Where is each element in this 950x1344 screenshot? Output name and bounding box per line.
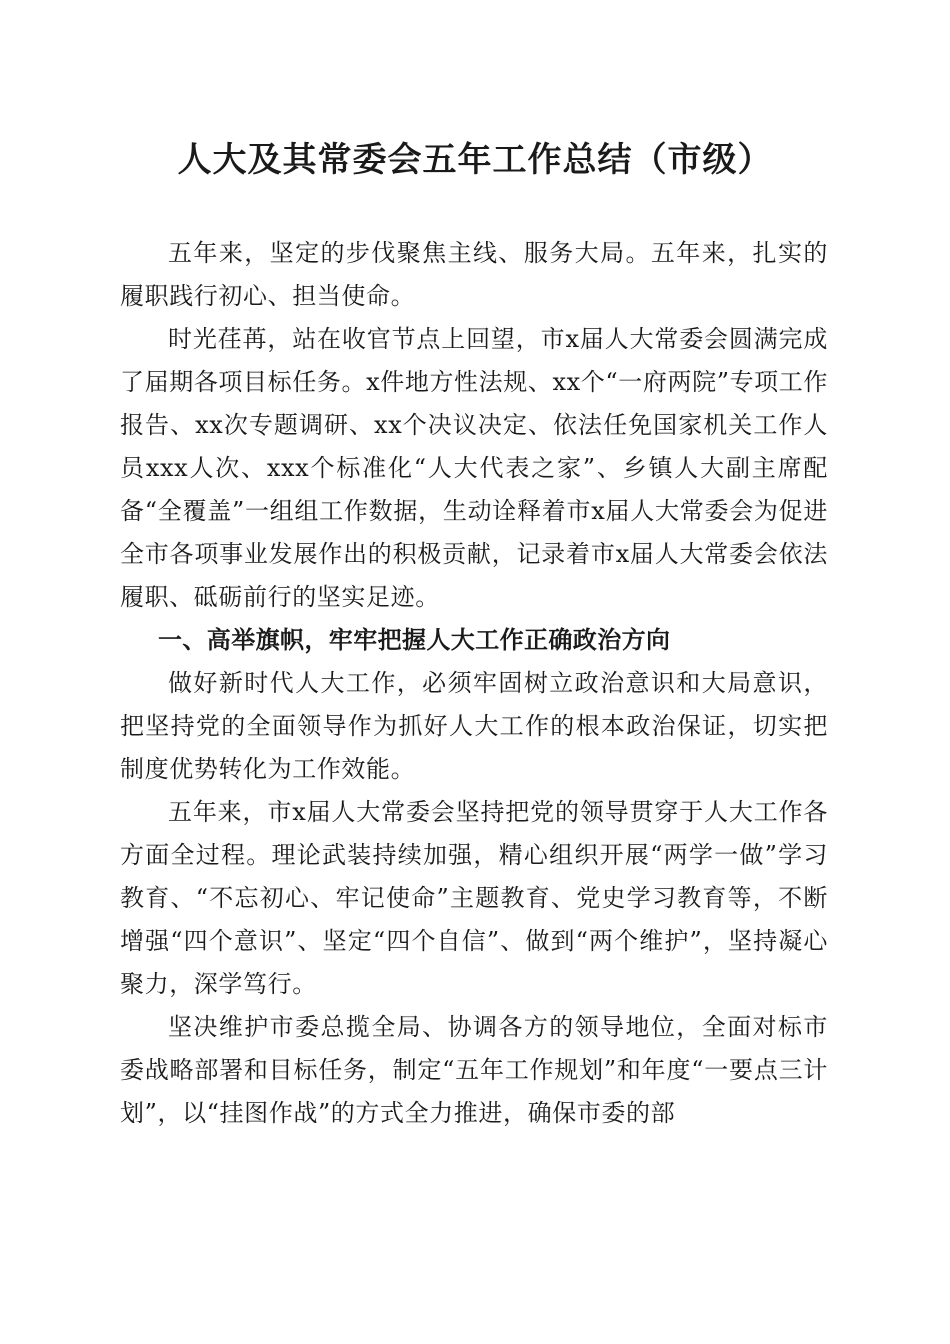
section-1-paragraph-2: 五年来，市x届人大常委会坚持把党的领导贯穿于人大工作各方面全过程。理论武装持续加强，精心组织开展“两学一做”学习教育、“不忘初心、牢记使命”主题教育、党史学习教育等，不断增强“四个意识”、坚定“四个自信”、做到“两个维护”，坚持凝心聚力，深学笃行。 bbox=[120, 798, 828, 998]
intro-paragraph-2: 时光荏苒，站在收官节点上回望，市x届人大常委会圆满完成了届期各项目标任务。x件地方性法规、xx个“一府两院”专项工作报告、xx次专题调研、xx个决议决定、依法任免国家机关工作人员xxx人次、xxx个标准化“人大代表之家”、乡镇人大副主席配备“全覆盖”一组组工作数据，生动诠释着市x届人大常委会为促进全市各项事业发展作出的积极贡献，记录着市x届人大常委会依法履职、砥砺前行的坚实足迹。 bbox=[120, 325, 828, 611]
section-1-heading: 一、高举旗帜，牢牢把握人大工作正确政治方向 bbox=[158, 626, 671, 654]
section-1-paragraph-1: 做好新时代人大工作，必须牢固树立政治意识和大局意识，把坚持党的全面领导作为抓好人大工作的根本政治保证，切实把制度优势转化为工作效能。 bbox=[120, 669, 828, 783]
document-body bbox=[120, 232, 828, 1135]
intro-paragraph-1: 五年来，坚定的步伐聚焦主线、服务大局。五年来，扎实的履职践行初心、担当使命。 bbox=[120, 239, 828, 310]
document-title: 人大及其常委会五年工作总结（市级） bbox=[177, 140, 773, 180]
section-1-paragraph-3: 坚决维护市委总揽全局、协调各方的领导地位，全面对标市委战略部署和目标任务，制定“五年工作规划”和年度“一要点三计划”，以“挂图作战”的方式全力推进，确保市委的部 bbox=[120, 1013, 828, 1127]
